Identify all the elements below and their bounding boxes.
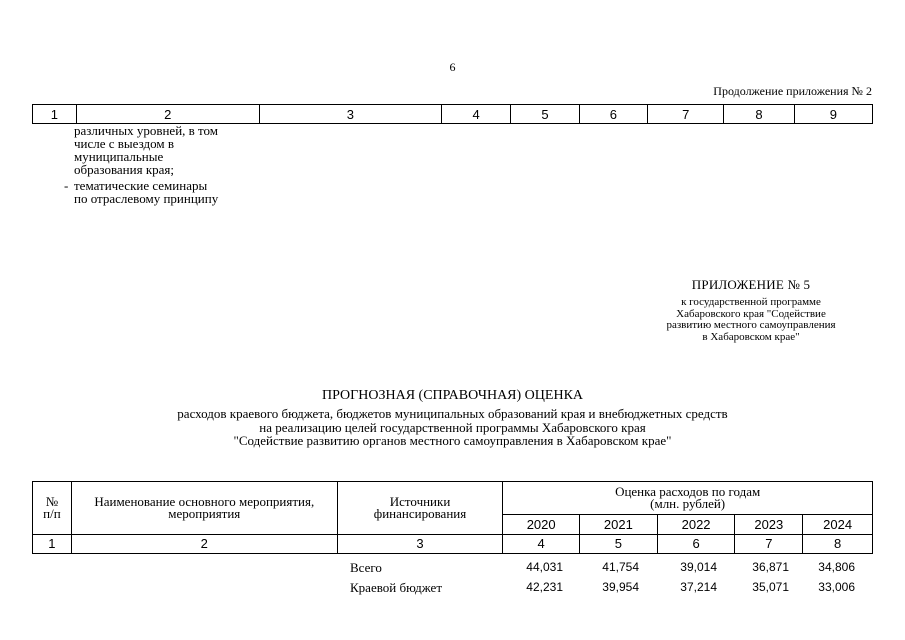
top-col-9: 9 <box>794 105 872 124</box>
table-row <box>32 577 873 597</box>
column-number: 2 <box>71 535 337 554</box>
column-number: 3 <box>337 535 503 554</box>
bullet-dash: - <box>64 178 69 193</box>
top-col-8: 8 <box>724 105 794 124</box>
leftover-line: по отраслевому принципу <box>74 191 219 206</box>
row-value: 33,006 <box>818 580 855 594</box>
header-year: 2022 <box>657 515 735 535</box>
header-number: № п/п <box>33 482 72 535</box>
appendix-line: Хабаровского края "Содействие <box>676 307 826 320</box>
appendix-line: развитию местного самоуправления <box>666 319 836 331</box>
estimate-table-header <box>32 481 873 554</box>
header-estimate: Оценка расходов по годам (млн. рублей) <box>503 482 873 515</box>
column-number: 8 <box>803 535 873 554</box>
leftover-line: различных уровней, в том <box>74 123 219 138</box>
subheading-line: на реализацию целей государственной программы Хабаровского края <box>259 419 646 435</box>
header-year: 2024 <box>803 515 873 535</box>
header-year: 2023 <box>735 515 803 535</box>
subheading-line: расходов краевого бюджета, бюджетов муниципальных образований края и внебюджетных средств <box>177 406 728 421</box>
row-value: 37,214 <box>680 580 717 594</box>
leftover-line: числе с выездом в <box>74 136 174 151</box>
column-number: 4 <box>503 535 580 554</box>
top-col-3: 3 <box>259 105 441 124</box>
row-value: 34,806 <box>818 560 855 574</box>
header-year: 2021 <box>580 515 658 535</box>
estimate-rows <box>32 557 873 597</box>
row-value: 41,754 <box>602 560 639 574</box>
appendix-line: в Хабаровском крае" <box>702 330 800 343</box>
top-col-2: 2 <box>76 105 259 124</box>
row-value: 42,231 <box>526 580 563 594</box>
row-value: 36,871 <box>752 560 789 574</box>
column-number: 7 <box>735 535 803 554</box>
top-col-6: 6 <box>579 105 647 124</box>
row-value: 44,031 <box>526 560 563 574</box>
top-col-4: 4 <box>441 105 510 124</box>
row-value: 39,014 <box>680 560 717 574</box>
page-number: 6 <box>449 60 456 74</box>
row-value: 39,954 <box>602 580 639 594</box>
row-value: 35,071 <box>752 580 789 594</box>
leftover-line: образования края; <box>74 162 175 177</box>
leftover-item <box>74 124 218 176</box>
column-number: 1 <box>33 535 72 554</box>
row-source-label: Краевой бюджет <box>350 580 443 595</box>
document-heading: ПРОГНОЗНАЯ (СПРАВОЧНАЯ) ОЦЕНКА <box>321 388 584 403</box>
appendix-block <box>645 277 857 343</box>
appendix-line: к государственной программе <box>681 296 821 308</box>
top-col-7: 7 <box>648 105 724 124</box>
leftover-line: муниципальные <box>74 149 164 164</box>
column-number: 6 <box>657 535 735 554</box>
document-subheading <box>0 407 905 448</box>
leftover-bullet <box>64 178 219 206</box>
table-row <box>32 557 873 577</box>
header-activity-name: Наименование основного мероприятия, мероприятия <box>71 482 337 535</box>
column-number: 5 <box>580 535 658 554</box>
top-table-header <box>32 104 873 124</box>
continuation-note: Продолжение приложения № 2 <box>713 84 872 98</box>
appendix-title: ПРИЛОЖЕНИЕ № 5 <box>691 277 811 292</box>
subheading-line: "Содействие развитию органов местного самоуправления в Хабаровском крае" <box>233 433 672 448</box>
header-year: 2020 <box>503 515 580 535</box>
top-col-1: 1 <box>33 105 77 124</box>
leftover-cell-text <box>64 123 219 208</box>
leftover-line: тематические семинары <box>74 178 208 193</box>
header-funding-source: Источники финансирования <box>337 482 503 535</box>
top-col-5: 5 <box>511 105 579 124</box>
row-source-label: Всего <box>350 560 382 575</box>
